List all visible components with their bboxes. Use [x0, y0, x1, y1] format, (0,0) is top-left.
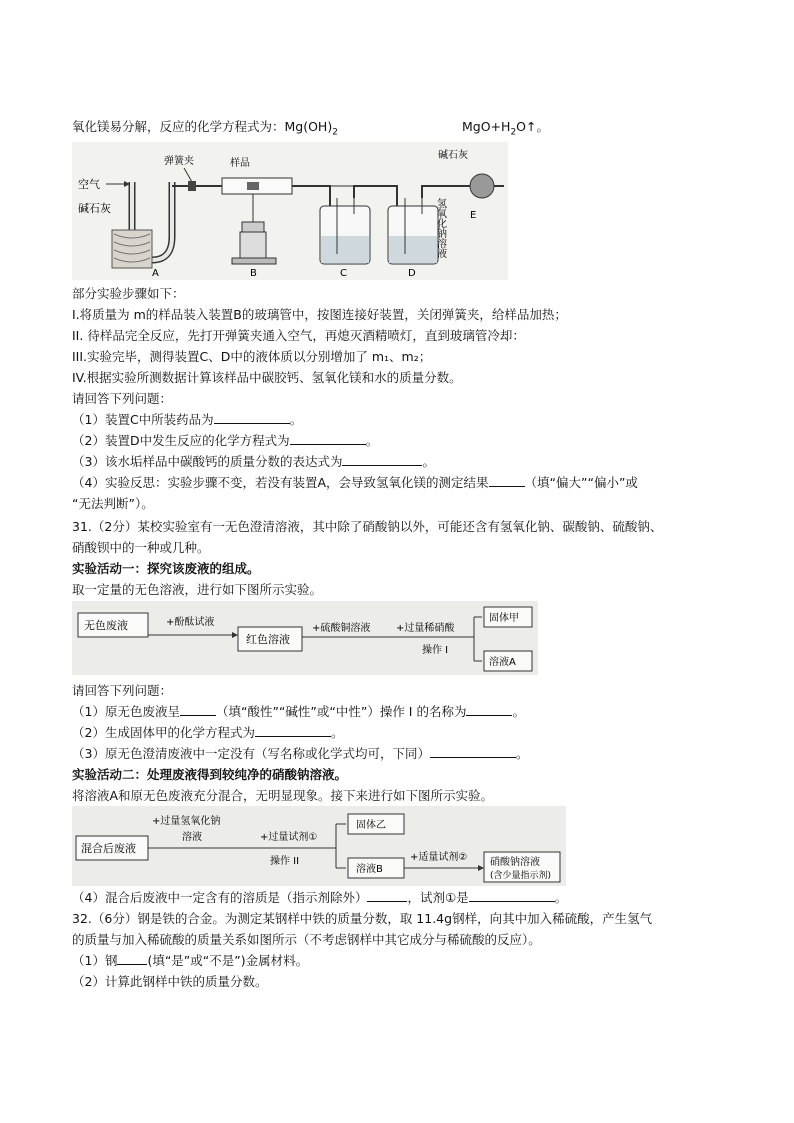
label-sample: 样品 [230, 158, 250, 169]
q31-activity1-desc: 取一定量的无色溶液，进行如下图所示实验。 [72, 582, 323, 597]
intro-sub: 2 [332, 127, 338, 138]
flow1-mid: 红色溶液 [246, 633, 290, 646]
label-a: A [152, 268, 159, 279]
step-3: III.实验完毕，测得装置C、D中的液体质以分别增加了 m₁、m₂； [72, 349, 432, 364]
q32-line1: 32.（6分）钢是铁的合金。为测定某钢样中铁的质量分数，取 11.4g钢样，向其中加入稀硫酸，产生氢气 [72, 911, 653, 926]
label-air: 空气 [78, 178, 100, 191]
apparatus-figure [72, 142, 508, 280]
label-soda-lime-e: 碱石灰 [438, 150, 468, 161]
flow1-start: 无色废液 [84, 619, 128, 632]
steps-q3: （3）该水垢样品中碳酸钙的质量分数的表达式为 。 [72, 454, 435, 469]
flow2-reagent1-b: 溶液 [182, 832, 202, 843]
steps-q4-cont: “无法判断”）。 [72, 496, 154, 511]
flow1-reagent2: +硫酸铜溶液 [312, 623, 371, 634]
answer-blank[interactable] [180, 703, 216, 716]
flow2-final-a: 硝酸钠溶液 [490, 857, 540, 868]
label-soda-lime-a: 碱石灰 [78, 202, 111, 215]
q31-q2: （2）生成固体甲的化学方程式为 。 [72, 725, 344, 740]
step-4: IV.根据实验所测数据计算该样品中碳胶钙、氢氧化镁和水的质量分数。 [72, 370, 462, 385]
answer-blank[interactable] [117, 952, 147, 965]
flow2-out2: 溶液B [356, 864, 383, 875]
q31-q3: （3）原无色澄清废液中一定没有（写名称或化学式均可，下同） 。 [72, 746, 529, 761]
answer-blank[interactable] [214, 411, 290, 424]
flow-diagram-2 [72, 806, 566, 886]
q32-line2: 的质量与加入稀硫酸的质量关系如图所示（不考虑钢样中其它成分与稀硫酸的反应）。 [72, 932, 541, 947]
intro-equation-line [72, 117, 549, 143]
step-2: II. 待样品完全反应，先打开弹簧夹通入空气，再熄灭酒精喷灯，直到玻璃管冷却： [72, 328, 525, 343]
flow2-reagent3: +适量试剂② [410, 852, 468, 863]
flow2-out1: 固体乙 [356, 820, 386, 831]
label-naoh: 氢氧化钠溶液 [434, 198, 446, 258]
answer-blank[interactable] [466, 703, 512, 716]
q31-activity2-desc: 将溶液A和原无色废液充分混合，无明显现象。接下来进行如下图所示实验。 [72, 788, 494, 803]
flow2-final-b: (含少量指示剂) [490, 871, 552, 881]
q31-ask: 请回答下列问题： [72, 683, 173, 698]
q31-line2: 硝酸钡中的一种或几种。 [72, 540, 210, 555]
steps-ask: 请回答下列问题： [72, 391, 173, 406]
q31-line1: 31.（2分）某校实验室有一无色澄清溶液，其中除了硝酸钠以外，可能还含有氢氧化钠、碳酸钠、硫酸钠、 [72, 519, 663, 534]
q31-q4: （4）混合后废液中一定含有的溶质是（指示剂除外） ，试剂①是 。 [72, 890, 568, 905]
flow2-start: 混合后废液 [81, 842, 136, 855]
flow1-reagent3: +过量稀硝酸 [396, 623, 455, 634]
answer-blank[interactable] [367, 889, 407, 902]
steps-q1: （1）装置C中所装药品为 。 [72, 412, 303, 427]
steps-q2: （2）装置D中发生反应的化学方程式为 。 [72, 433, 379, 448]
label-clamp: 弹簧夹 [164, 156, 194, 167]
label-b: B [250, 268, 257, 279]
answer-blank[interactable] [255, 724, 331, 737]
flow1-op: 操作 I [422, 645, 449, 656]
q31-activity2-title: 实验活动二：处理废液得到较纯净的硝酸钠溶液。 [72, 767, 348, 782]
label-e: E [470, 210, 477, 221]
answer-blank[interactable] [430, 745, 516, 758]
q31-q1: （1）原无色废液呈 （填“酸性”“碱性”或“中性”）操作 I 的名称为 。 [72, 704, 525, 719]
q31-activity1-title: 实验活动一：探究该废液的组成。 [72, 561, 260, 576]
flow1-reagent1: +酚酞试液 [166, 617, 215, 628]
label-d: D [408, 268, 416, 279]
q32-q2: （2）计算此钢样中铁的质量分数。 [72, 974, 268, 989]
intro-right: $MgO+H_2O↑$。 [462, 119, 549, 138]
answer-blank[interactable] [469, 889, 555, 902]
flow2-reagent1-a: +过量氢氧化钠 [152, 816, 221, 827]
answer-blank[interactable] [489, 474, 525, 487]
step-1: I.将质量为 m的样品装入装置B的玻璃管中，按图连接好装置，关闭弹簧夹，给样品加热； [72, 307, 567, 322]
flow2-op: 操作 II [270, 856, 300, 867]
flow2-reagent2: +过量试剂① [260, 832, 318, 843]
flow1-out2: 溶液A [489, 657, 516, 668]
answer-blank[interactable] [290, 432, 366, 445]
q32-q1: （1）钢 (填“是”或“不是”)金属材料。 [72, 953, 309, 968]
intro-text: 氧化镁易分解，反应的化学方程式为：Mg(OH) [72, 119, 333, 134]
label-c: C [340, 268, 347, 279]
answer-blank[interactable] [342, 453, 422, 466]
flow-diagram-1 [72, 601, 538, 675]
steps-q4: （4）实验反思：实验步骤不变，若没有装置A，会导致氢氧化镁的测定结果 （填“偏大”“偏小”或 [72, 475, 638, 490]
flow1-out1: 固体甲 [489, 613, 519, 624]
steps-heading: 部分实验步骤如下： [72, 286, 185, 301]
